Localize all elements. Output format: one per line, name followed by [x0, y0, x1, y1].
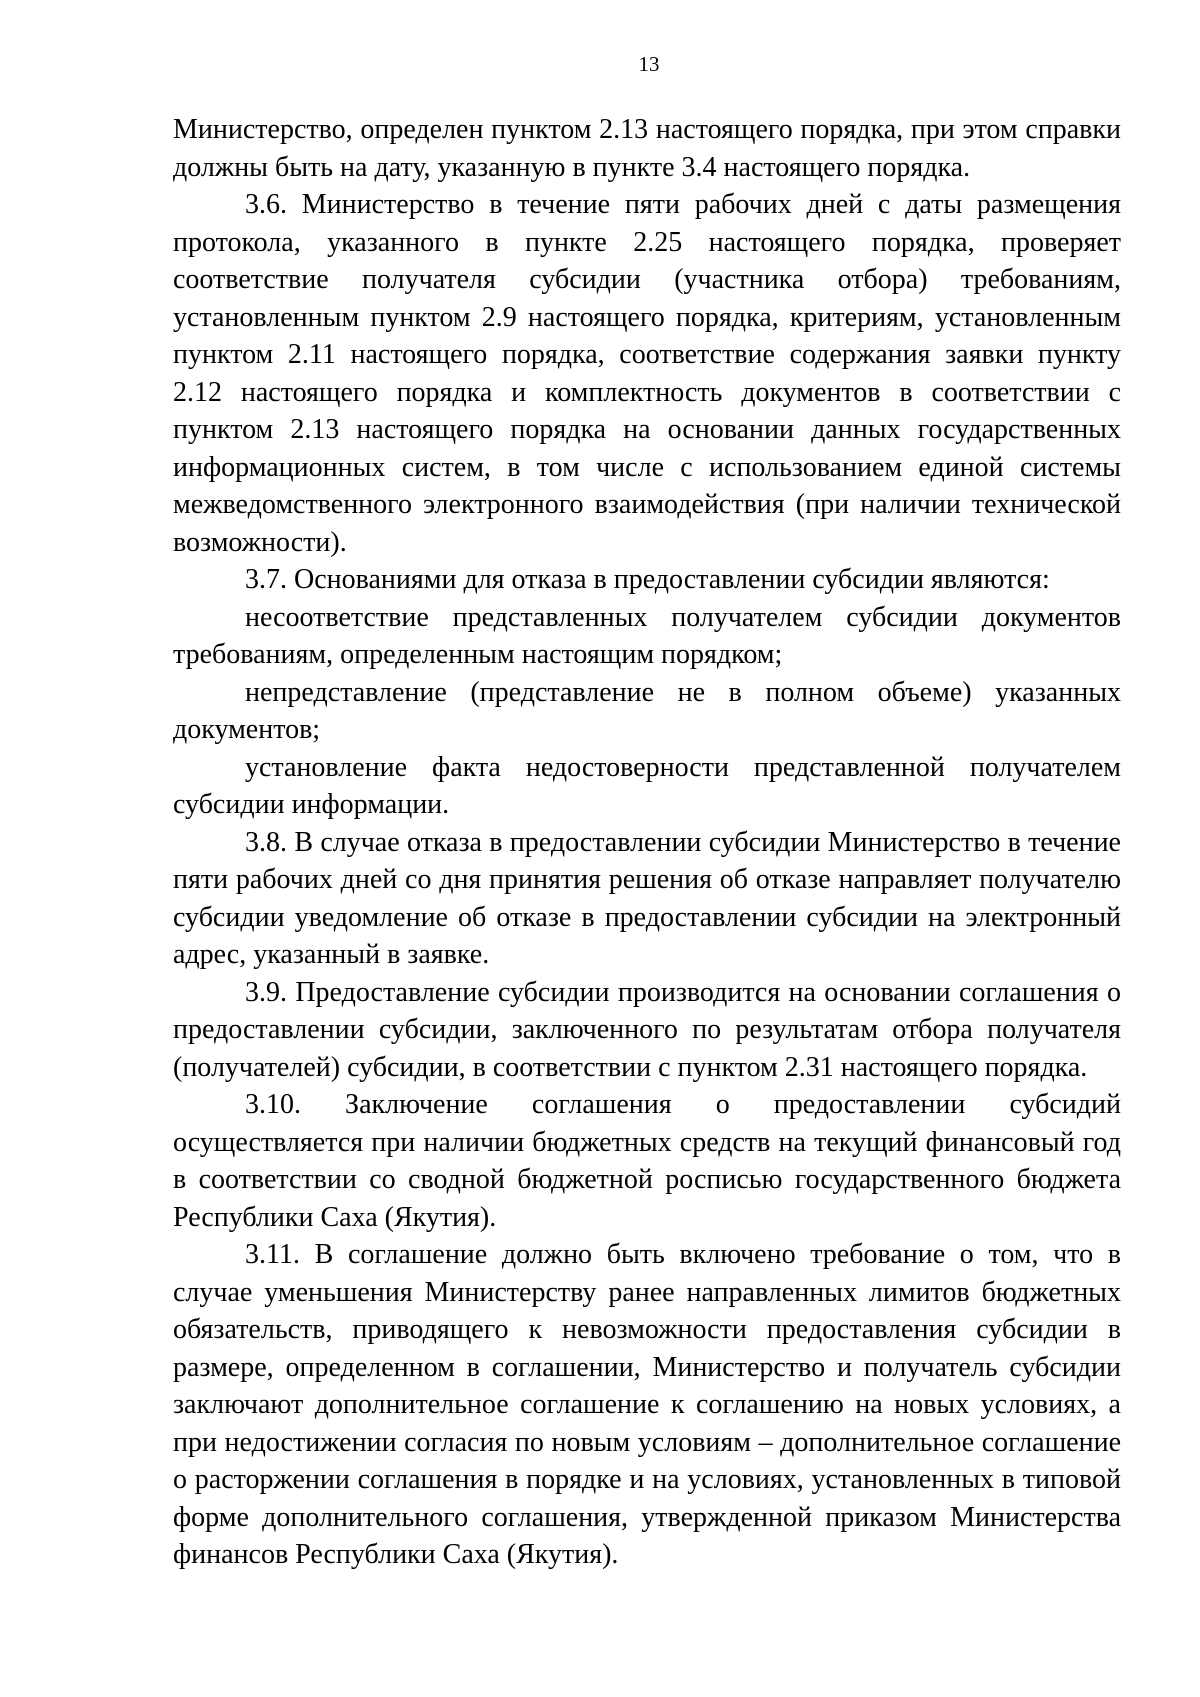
paragraph-3-7: 3.7. Основаниями для отказа в предоставлении субсидии являются:: [245, 564, 1050, 595]
paragraph-3-8: 3.8. В случае отказа в предоставлении субсидии Министерство в течение пяти рабочих дней со дня принятия решения об отказе направляет получателю субсидии уведомление об отказе в предоставлении субсидии на электронный адрес, указанный в заявке.: [173, 826, 1121, 970]
paragraph-3-7-item-3: установление факта недостоверности представленной получателем субсидии информации.: [173, 751, 1121, 820]
paragraph-3-7-item-1: несоответствие представленных получателем субсидии документов требованиям, определенным настоящим порядком;: [173, 601, 1121, 670]
paragraph-3-7-item-2: непредставление (представление не в полном объеме) указанных документов;: [173, 676, 1121, 745]
paragraph-continuation: Министерство, определен пунктом 2.13 настоящего порядка, при этом справки должны быть на дату, указанную в пункте 3.4 настоящего порядка.: [173, 114, 1121, 183]
paragraph-3-10: 3.10. Заключение соглашения о предоставлении субсидий осуществляется при наличии бюджетных средств на текущий финансовый год в соответствии со сводной бюджетной росписью государственного бюджета Республики Саха (Якутия).: [173, 1089, 1121, 1233]
page-number: 13: [638, 52, 660, 76]
document-body: [173, 111, 1121, 1574]
paragraph-3-6: 3.6. Министерство в течение пяти рабочих дней с даты размещения протокола, указанного в пункте 2.25 настоящего порядка, проверяет соответствие получателя субсидии (участника отбора) требованиям, установленным пунктом 2.9 настоящего порядка, критериям, установленным пунктом 2.11 настоящего порядка, соответствие содержания заявки пункту 2.12 настоящего порядка и комплектность документов в соответствии с пунктом 2.13 настоящего порядка на основании данных государственных информационных систем, в том числе с использованием единой системы межведомственного электронного взаимодействия (при наличии технической возможности).: [173, 189, 1121, 558]
paragraph-3-11: 3.11. В соглашение должно быть включено требование о том, что в случае уменьшения Министерству ранее направленных лимитов бюджетных обязательств, приводящего к невозможности предоставления субсидии в размере, определенном в соглашении, Министерство и получатель субсидии заключают дополнительное соглашение к соглашению на новых условиях, а при недостижении согласия по новым условиям – дополнительное соглашение о расторжении соглашения в порядке и на условиях, установленных в типовой форме дополнительного соглашения, утвержденной приказом Министерства финансов Республики Саха (Якутия).: [173, 1239, 1121, 1570]
paragraph-3-9: 3.9. Предоставление субсидии производится на основании соглашения о предоставлении субсидии, заключенного по результатам отбора получателя (получателей) субсидии, в соответствии с пунктом 2.31 настоящего порядка.: [173, 976, 1121, 1083]
